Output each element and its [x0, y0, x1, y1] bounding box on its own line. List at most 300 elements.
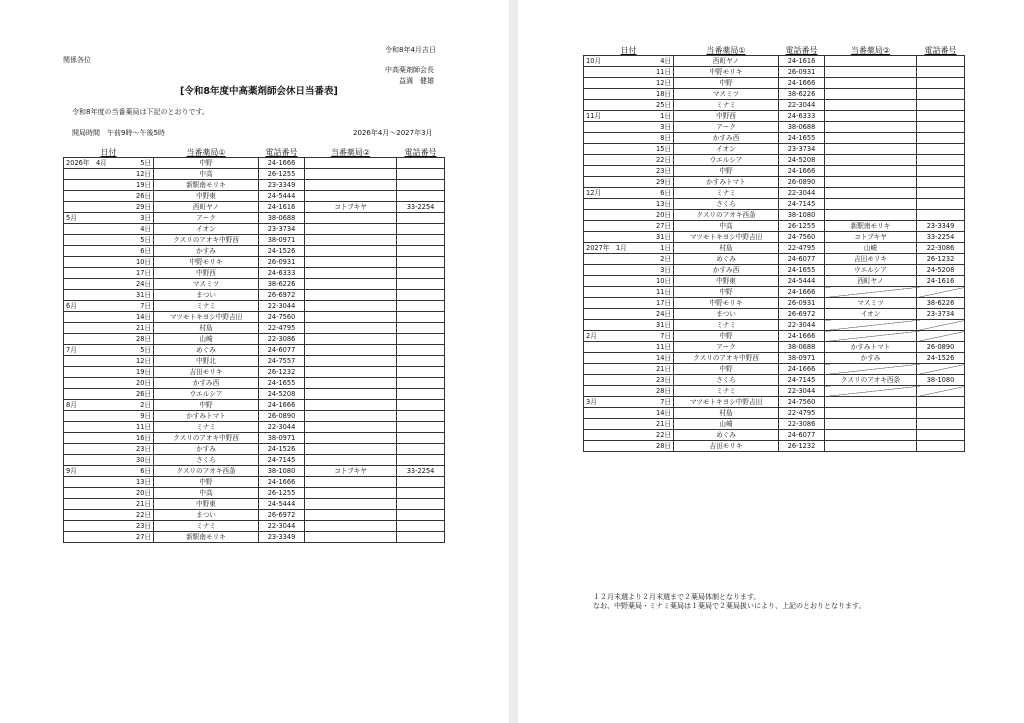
phone-2-cell — [397, 433, 445, 444]
phone-2-cell — [917, 133, 965, 144]
pharmacy-1-cell: 中高 — [154, 169, 259, 180]
phone-1-cell: 23-3734 — [259, 224, 305, 235]
day-label: 28日 — [656, 386, 671, 395]
pharmacy-1-cell: 中野 — [674, 287, 779, 298]
phone-2-cell — [397, 235, 445, 246]
pharmacy-1-cell: 中高 — [674, 221, 779, 232]
pharmacy-2-cell: かすみ — [825, 353, 917, 364]
day-label: 6日 — [140, 466, 151, 475]
pharmacy-2-cell — [825, 199, 917, 210]
month-label: 10月 — [586, 56, 601, 65]
day-label: 13日 — [136, 477, 151, 486]
date-cell — [584, 265, 674, 276]
day-label: 30日 — [136, 455, 151, 464]
day-label: 5日 — [140, 345, 151, 354]
pharmacy-2-cell — [305, 400, 397, 411]
day-label: 16日 — [136, 433, 151, 442]
phone-2-cell — [917, 364, 965, 375]
pharmacy-2-cell — [825, 89, 917, 100]
pharmacy-1-cell: ミナミ — [154, 521, 259, 532]
pharmacy-2-cell — [825, 287, 917, 298]
table-header-row — [64, 148, 445, 158]
header-phone-2: 電話番号 — [917, 46, 965, 56]
pharmacy-1-cell: さくら — [154, 455, 259, 466]
date-cell — [64, 334, 154, 345]
pharmacy-2-cell — [825, 430, 917, 441]
phone-1-cell: 22-3044 — [779, 320, 825, 331]
table-row — [64, 279, 445, 290]
phone-1-cell: 26-6972 — [779, 309, 825, 320]
pharmacy-1-cell: 西町ヤノ — [154, 202, 259, 213]
day-label: 7日 — [660, 331, 671, 340]
day-label: 7日 — [140, 301, 151, 310]
pharmacy-2-cell — [825, 133, 917, 144]
pharmacy-2-cell — [305, 532, 397, 543]
phone-2-cell — [917, 331, 965, 342]
table-row — [584, 221, 965, 232]
phone-2-cell — [917, 111, 965, 122]
phone-2-cell: 23-3349 — [917, 221, 965, 232]
pharmacy-2-cell: コトブキヤ — [305, 466, 397, 477]
phone-1-cell: 24-5444 — [779, 276, 825, 287]
date-cell — [64, 488, 154, 499]
phone-2-cell: 23-3734 — [917, 309, 965, 320]
phone-1-cell: 24-7557 — [259, 356, 305, 367]
phone-2-cell — [397, 279, 445, 290]
phone-2-cell — [917, 199, 965, 210]
pharmacy-2-cell: 吉田モリキ — [825, 254, 917, 265]
table-row — [584, 89, 965, 100]
phone-1-cell: 22-3044 — [779, 188, 825, 199]
pharmacy-1-cell: 中野東 — [154, 499, 259, 510]
phone-1-cell: 24-1526 — [259, 246, 305, 257]
date-cell — [584, 221, 674, 232]
table-row — [64, 510, 445, 521]
phone-2-cell — [917, 144, 965, 155]
pharmacy-2-cell — [305, 257, 397, 268]
phone-1-cell: 24-1526 — [259, 444, 305, 455]
pharmacy-2-cell — [825, 166, 917, 177]
phone-2-cell — [397, 213, 445, 224]
phone-1-cell: 26-0931 — [259, 257, 305, 268]
pharmacy-1-cell: かすみ西 — [674, 133, 779, 144]
table-row — [64, 466, 445, 477]
header-pharmacy-1: 当番薬局① — [154, 148, 259, 158]
date-cell — [64, 312, 154, 323]
date-cell — [64, 257, 154, 268]
pharmacy-2-cell: クスリのアオキ西条 — [825, 375, 917, 386]
pharmacy-1-cell: 中野 — [154, 158, 259, 169]
table-row — [64, 521, 445, 532]
table-row — [64, 246, 445, 257]
table-row — [64, 378, 445, 389]
day-label: 21日 — [656, 364, 671, 373]
phone-1-cell: 26-6972 — [259, 510, 305, 521]
table-row — [584, 144, 965, 155]
day-label: 11日 — [136, 422, 151, 431]
phone-1-cell: 26-0931 — [779, 67, 825, 78]
day-label: 13日 — [656, 199, 671, 208]
table-row — [584, 309, 965, 320]
phone-2-cell — [397, 499, 445, 510]
table-row — [64, 422, 445, 433]
day-label: 20日 — [136, 488, 151, 497]
pharmacy-1-cell: クスリのアオキ中野西 — [154, 433, 259, 444]
table-row — [584, 331, 965, 342]
phone-2-cell — [397, 312, 445, 323]
header-phone-1: 電話番号 — [779, 46, 825, 56]
footnote-1: １２月末週より２月末週まで２薬局体制となります。 — [593, 593, 761, 601]
phone-2-cell — [397, 356, 445, 367]
date-cell — [584, 320, 674, 331]
pharmacy-1-cell: マツモトキヨシ中野吉田 — [674, 397, 779, 408]
header-date: 日付 — [584, 46, 674, 56]
phone-1-cell: 24-1655 — [779, 265, 825, 276]
phone-2-cell — [397, 455, 445, 466]
pharmacy-2-cell — [305, 279, 397, 290]
pharmacy-1-cell: 吉田モリキ — [674, 441, 779, 452]
table-row — [584, 342, 965, 353]
phone-2-cell — [917, 397, 965, 408]
document-page-2 — [518, 0, 1024, 723]
pharmacy-1-cell: マツモトキヨシ中野吉田 — [154, 312, 259, 323]
date-cell — [64, 180, 154, 191]
phone-1-cell: 22-3044 — [779, 100, 825, 111]
phone-2-cell: 38-6226 — [917, 298, 965, 309]
day-label: 5日 — [140, 235, 151, 244]
phone-2-cell: 33-2254 — [917, 232, 965, 243]
header-pharmacy-1: 当番薬局① — [674, 46, 779, 56]
date-cell — [64, 356, 154, 367]
pharmacy-1-cell: 中野 — [674, 166, 779, 177]
pharmacy-2-cell: 西町ヤノ — [825, 276, 917, 287]
date-cell — [64, 477, 154, 488]
date-cell — [584, 243, 674, 254]
day-label: 6日 — [660, 188, 671, 197]
pharmacy-2-cell — [305, 345, 397, 356]
sender-name: 益満 健雄 — [399, 77, 434, 85]
month-label: 12月 — [586, 188, 601, 197]
phone-1-cell: 24-1655 — [259, 378, 305, 389]
day-label: 22日 — [656, 155, 671, 164]
pharmacy-2-cell — [305, 356, 397, 367]
date-cell — [584, 331, 674, 342]
table-row — [584, 210, 965, 221]
phone-2-cell: 33-2254 — [397, 466, 445, 477]
phone-2-cell — [397, 323, 445, 334]
date-cell — [64, 367, 154, 378]
phone-2-cell — [917, 166, 965, 177]
phone-1-cell: 24-6333 — [779, 111, 825, 122]
pharmacy-2-cell — [305, 312, 397, 323]
month-label: 3月 — [586, 397, 597, 406]
phone-1-cell: 23-3349 — [259, 532, 305, 543]
pharmacy-1-cell: 中野 — [154, 477, 259, 488]
pharmacy-1-cell: ミナミ — [674, 320, 779, 331]
date-cell — [64, 345, 154, 356]
phone-2-cell — [397, 422, 445, 433]
day-label: 22日 — [136, 510, 151, 519]
day-label: 20日 — [136, 378, 151, 387]
phone-2-cell — [397, 389, 445, 400]
pharmacy-1-cell: アーク — [154, 213, 259, 224]
day-label: 28日 — [136, 334, 151, 343]
table-row — [584, 298, 965, 309]
phone-1-cell: 24-1616 — [259, 202, 305, 213]
table-row — [584, 78, 965, 89]
pharmacy-2-cell — [305, 169, 397, 180]
day-label: 31日 — [656, 320, 671, 329]
pharmacy-2-cell — [825, 111, 917, 122]
pharmacy-2-cell: ウエルシア — [825, 265, 917, 276]
table-row — [584, 287, 965, 298]
phone-1-cell: 38-0688 — [259, 213, 305, 224]
pharmacy-2-cell: コトブキヤ — [305, 202, 397, 213]
date-cell — [64, 235, 154, 246]
pharmacy-2-cell — [305, 367, 397, 378]
date-cell — [584, 133, 674, 144]
pharmacy-1-cell: 中野東 — [154, 191, 259, 202]
table-row — [584, 133, 965, 144]
table-row — [584, 177, 965, 188]
date-cell — [584, 155, 674, 166]
pharmacy-2-cell — [305, 191, 397, 202]
table-row — [64, 312, 445, 323]
phone-1-cell: 26-0890 — [259, 411, 305, 422]
phone-2-cell — [397, 411, 445, 422]
day-label: 2日 — [660, 254, 671, 263]
pharmacy-2-cell — [305, 213, 397, 224]
table-row — [584, 155, 965, 166]
date-cell — [64, 389, 154, 400]
table-row — [64, 235, 445, 246]
phone-1-cell: 38-1080 — [779, 210, 825, 221]
phone-1-cell: 26-0890 — [779, 177, 825, 188]
phone-2-cell — [397, 521, 445, 532]
pharmacy-2-cell — [305, 323, 397, 334]
month-label: 5月 — [66, 213, 77, 222]
pharmacy-1-cell: 中野モリキ — [674, 67, 779, 78]
day-label: 6日 — [140, 246, 151, 255]
pharmacy-1-cell: ウエルシア — [674, 155, 779, 166]
table-row — [64, 400, 445, 411]
day-label: 3日 — [660, 122, 671, 131]
phone-1-cell: 24-6077 — [259, 345, 305, 356]
date-cell — [584, 177, 674, 188]
date-cell — [584, 89, 674, 100]
duty-schedule-table-2 — [583, 46, 965, 452]
phone-1-cell: 24-6333 — [259, 268, 305, 279]
table-row — [584, 419, 965, 430]
phone-1-cell: 24-1666 — [779, 287, 825, 298]
pharmacy-2-cell — [305, 422, 397, 433]
phone-2-cell: 24-5208 — [917, 265, 965, 276]
pharmacy-2-cell — [305, 477, 397, 488]
date-cell — [584, 430, 674, 441]
pharmacy-1-cell: 中野モリキ — [674, 298, 779, 309]
header-phone-1: 電話番号 — [259, 148, 305, 158]
date-cell — [584, 111, 674, 122]
pharmacy-1-cell: 山崎 — [674, 419, 779, 430]
pharmacy-2-cell — [825, 408, 917, 419]
pharmacy-1-cell: めぐみ — [674, 254, 779, 265]
phone-1-cell: 22-4795 — [259, 323, 305, 334]
date-cell — [584, 199, 674, 210]
table-row — [64, 334, 445, 345]
phone-1-cell: 38-6226 — [259, 279, 305, 290]
date-cell — [584, 254, 674, 265]
pharmacy-1-cell: めぐみ — [674, 430, 779, 441]
phone-2-cell — [917, 67, 965, 78]
date-cell — [584, 364, 674, 375]
day-label: 23日 — [656, 375, 671, 384]
month-label: 7月 — [66, 345, 77, 354]
pharmacy-1-cell: クスリのアオキ中野西 — [674, 353, 779, 364]
day-label: 8日 — [660, 133, 671, 142]
phone-1-cell: 24-5444 — [259, 499, 305, 510]
phone-2-cell — [397, 169, 445, 180]
pharmacy-2-cell — [305, 433, 397, 444]
day-label: 12日 — [656, 78, 671, 87]
date-cell — [64, 191, 154, 202]
day-label: 31日 — [136, 290, 151, 299]
day-label: 4日 — [660, 56, 671, 65]
table-row — [584, 166, 965, 177]
table-row — [64, 356, 445, 367]
day-label: 24日 — [656, 309, 671, 318]
phone-1-cell: 24-1666 — [259, 400, 305, 411]
table-row — [64, 499, 445, 510]
phone-1-cell: 26-1255 — [259, 169, 305, 180]
pharmacy-1-cell: イオン — [674, 144, 779, 155]
day-label: 21日 — [136, 499, 151, 508]
pharmacy-2-cell — [825, 155, 917, 166]
pharmacy-2-cell — [825, 320, 917, 331]
pharmacy-1-cell: アーク — [674, 342, 779, 353]
day-label: 21日 — [136, 323, 151, 332]
phone-1-cell: 22-4795 — [779, 408, 825, 419]
table-row — [64, 345, 445, 356]
phone-2-cell — [397, 268, 445, 279]
pharmacy-2-cell — [825, 67, 917, 78]
pharmacy-1-cell: マスミツ — [154, 279, 259, 290]
day-label: 14日 — [136, 312, 151, 321]
table-row — [584, 397, 965, 408]
pharmacy-1-cell: さくら — [674, 375, 779, 386]
pharmacy-1-cell: クスリのアオキ西条 — [154, 466, 259, 477]
pharmacy-2-cell: 新駅南モリキ — [825, 221, 917, 232]
table-row — [584, 254, 965, 265]
date-cell — [64, 213, 154, 224]
date-cell — [584, 144, 674, 155]
phone-2-cell — [917, 155, 965, 166]
table-row — [64, 455, 445, 466]
pharmacy-1-cell: ミナミ — [154, 301, 259, 312]
phone-2-cell — [397, 477, 445, 488]
day-label: 10日 — [656, 276, 671, 285]
pharmacy-2-cell — [825, 441, 917, 452]
date-cell — [584, 67, 674, 78]
pharmacy-2-cell: マスミツ — [825, 298, 917, 309]
pharmacy-1-cell: めぐみ — [154, 345, 259, 356]
table-row — [64, 532, 445, 543]
phone-2-cell — [397, 224, 445, 235]
sender-org: 中高薬剤師会長 — [385, 66, 434, 74]
pharmacy-1-cell: アーク — [674, 122, 779, 133]
pharmacy-2-cell — [305, 378, 397, 389]
pharmacy-2-cell — [825, 78, 917, 89]
phone-2-cell — [917, 177, 965, 188]
date-cell — [64, 411, 154, 422]
date-cell — [584, 353, 674, 364]
pharmacy-1-cell: マツモトキヨシ中野吉田 — [674, 232, 779, 243]
pharmacy-2-cell — [825, 210, 917, 221]
date-cell — [584, 408, 674, 419]
table-row — [64, 433, 445, 444]
table-row — [64, 224, 445, 235]
day-label: 12日 — [136, 356, 151, 365]
pharmacy-1-cell: 中野西 — [674, 111, 779, 122]
month-label: 9月 — [66, 466, 77, 475]
phone-2-cell — [397, 367, 445, 378]
phone-1-cell: 24-6077 — [779, 430, 825, 441]
phone-2-cell — [917, 122, 965, 133]
table-row — [64, 268, 445, 279]
pharmacy-1-cell: かすみ — [154, 444, 259, 455]
phone-2-cell — [917, 210, 965, 221]
phone-2-cell — [917, 100, 965, 111]
phone-1-cell: 26-1255 — [259, 488, 305, 499]
date-cell — [64, 169, 154, 180]
duty-schedule-table-1 — [63, 148, 445, 543]
pharmacy-1-cell: 中野東 — [674, 276, 779, 287]
document-page-1 — [0, 0, 509, 723]
date-cell — [64, 279, 154, 290]
table-row — [64, 411, 445, 422]
addressee: 関係各位 — [63, 56, 91, 64]
day-label: 3日 — [140, 213, 151, 222]
day-label: 27日 — [136, 532, 151, 541]
pharmacy-2-cell — [825, 100, 917, 111]
table-row — [584, 122, 965, 133]
phone-1-cell: 22-3044 — [259, 422, 305, 433]
pharmacy-2-cell — [305, 158, 397, 169]
table-row — [64, 257, 445, 268]
date-cell — [584, 210, 674, 221]
table-row — [584, 320, 965, 331]
opening-hours: 開局時間 午前9時〜午後5時 — [72, 129, 165, 137]
table-row — [584, 353, 965, 364]
date-cell — [584, 375, 674, 386]
day-label: 4日 — [140, 224, 151, 233]
phone-2-cell — [917, 56, 965, 67]
phone-1-cell: 22-3044 — [779, 386, 825, 397]
pharmacy-1-cell: 村島 — [674, 408, 779, 419]
table-row — [64, 191, 445, 202]
day-label: 22日 — [656, 430, 671, 439]
pharmacy-1-cell: 村島 — [674, 243, 779, 254]
table-row — [64, 290, 445, 301]
date-cell — [584, 232, 674, 243]
table-row — [584, 265, 965, 276]
table-row — [64, 202, 445, 213]
date-cell — [64, 301, 154, 312]
pharmacy-2-cell — [305, 268, 397, 279]
date-cell — [584, 56, 674, 67]
table-row — [64, 444, 445, 455]
pharmacy-1-cell: まつい — [154, 510, 259, 521]
table-row — [584, 430, 965, 441]
